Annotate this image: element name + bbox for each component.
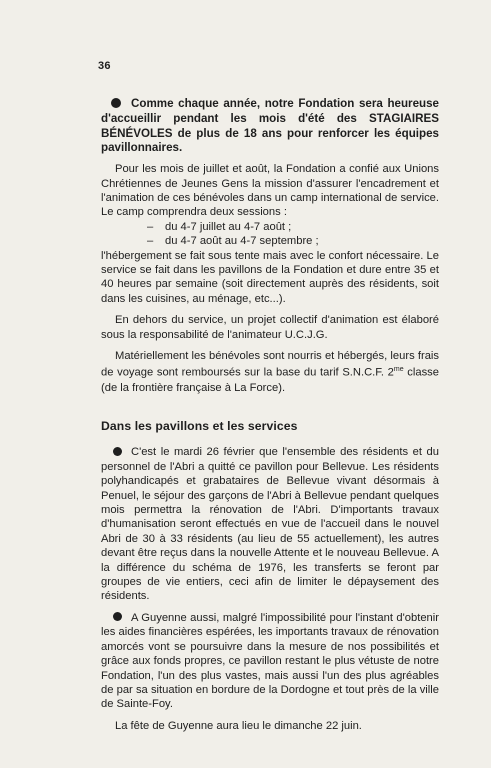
section-paragraph-2 xyxy=(101,611,439,712)
session-text: du 4-7 août au 4-7 septembre ; xyxy=(165,235,319,248)
intro-paragraph-1: Pour les mois de juillet et août, la Fondation a confié aux Unions Chrétiennes de Jeunes Gens la mission d'assurer l'encadrement et l'animation de ces bénévoles dans un camp international de service. Le camp comprendra deux sessions : xyxy=(101,163,439,219)
intro-paragraph-4-end: classe (de la frontière française à La Force). xyxy=(101,367,439,394)
section-paragraph-1-text: C'est le mardi 26 février que l'ensemble des résidents et du personnel de l'Abri a quitté ce pavillon pour Bellevue. Les résidents polyhandicapés et grabataires de Bellevue vivant désormais à Penuel, le séjour des garçons de l'Abri à Bellevue pendant quelques mois permettra la rénovation de l'Abri. D'importants travaux d'humanisation seront effectués en vue de l'accueil dans le nouvel Abri de 30 à 33 résidents (au lieu de 55 actuellement), les autres devant être reçus dans la nouvelle Attente et le nouveau Bellevue. A la différence du schéma de 1976, les transferts se feront par groupes de vie entiers, ceci afin de limiter le dépaysement des résidents. xyxy=(101,446,439,603)
session-list xyxy=(101,220,439,249)
bullet-icon xyxy=(111,98,121,108)
section-paragraph-1 xyxy=(101,445,439,603)
bullet-icon xyxy=(113,447,122,456)
session-item xyxy=(147,234,439,248)
section-paragraph-2-text: A Guyenne aussi, malgré l'impossibilité pour l'instant d'obtenir les aides financières espérées, les importants travaux de rénovation amorcés vont se poursuivre dans la mesure de nos possibilités et grâce aux fonds propres, ce pavillon restant le plus vétuste de notre Fondation, l'un des plus vastes, mais aussi l'un des plus agréables de par sa situation en bordure de la Dordogne et tout près de la ville de Sainte-Foy. xyxy=(101,611,439,711)
session-dash: – xyxy=(147,235,154,248)
intro-paragraph-4-text: Matériellement les bénévoles sont nourris et hébergés, leurs frais de voyage sont remboursés sur la base du tarif S.N.C.F. 2 xyxy=(101,350,439,380)
intro-paragraph-3: En dehors du service, un projet collectif d'animation est élaboré sous la responsabilité de l'animateur U.C.J.G. xyxy=(101,314,439,341)
session-text: du 4-7 juillet au 4-7 août ; xyxy=(165,220,292,233)
ordinal-superscript: me xyxy=(393,366,404,374)
section-heading: Dans les pavillons et les services xyxy=(101,419,298,434)
page-content xyxy=(101,97,439,733)
bullet-icon xyxy=(113,612,122,621)
intro-paragraph-4 xyxy=(101,349,439,395)
section-paragraph-3: La fête de Guyenne aura lieu le dimanche 22 juin. xyxy=(115,719,362,732)
session-dash: – xyxy=(147,220,154,233)
intro-lead-paragraph xyxy=(101,97,439,156)
page-number: 36 xyxy=(98,60,111,72)
session-item xyxy=(147,220,439,234)
intro-paragraph-2: l'hébergement se fait sous tente mais avec le confort nécessaire. Le service se fait dans les pavillons de la Fondation et dure entre 35 et 40 heures par semaine (soit directement auprès des résidents, soit dans les cuisines, au ménage, etc...). xyxy=(101,249,439,305)
intro-lead-text: Comme chaque année, notre Fondation sera heureuse d'accueillir pendant les mois d'été des STAGIAIRES BÉNÉVOLES de plus de 18 ans pour renforcer les équipes pavillonnaires. xyxy=(101,97,439,155)
